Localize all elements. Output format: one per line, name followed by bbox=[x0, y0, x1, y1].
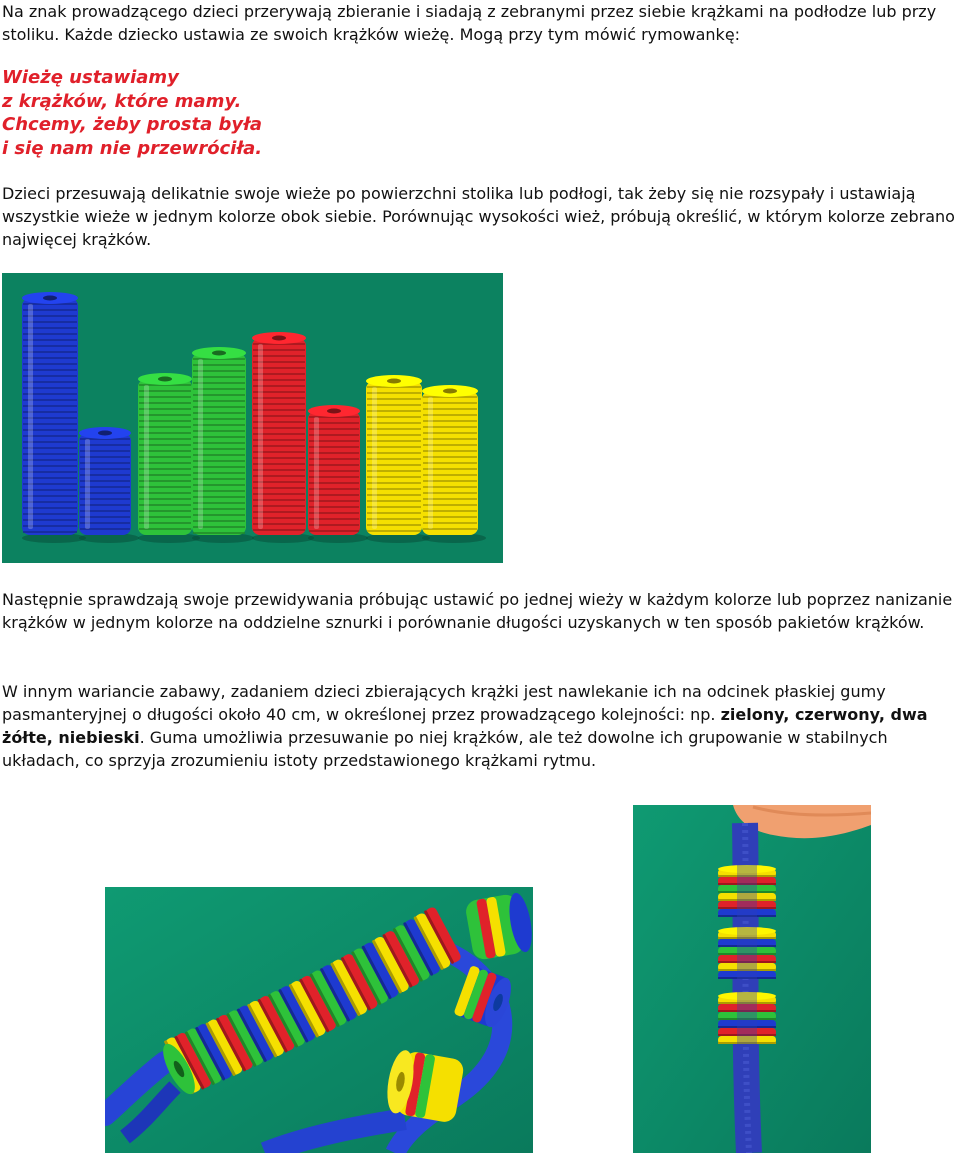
disc-tower bbox=[366, 375, 430, 543]
disc-tower bbox=[308, 405, 368, 543]
band-discs-illustration bbox=[105, 887, 533, 1153]
disc-towers-photo bbox=[2, 273, 503, 563]
rhyme-line: Wieżę ustawiamy bbox=[2, 67, 179, 88]
disc-tower bbox=[422, 385, 486, 543]
intro-paragraph: Na znak prowadzącego dzieci przerywają zbieranie i siadają z zebranymi przez siebie krążkami na podłodze lub przy stoliku. Każde dziecko ustawia ze swoich krążków wieżę. Mogą przy tym mówić rymowankę: bbox=[2, 2, 937, 44]
hanging-stack bbox=[718, 865, 776, 917]
rhyme-line: z krążków, które mamy. bbox=[2, 90, 242, 112]
hanging-stack bbox=[718, 992, 776, 1044]
variant-paragraph bbox=[2, 680, 957, 772]
disc-tower bbox=[79, 427, 139, 543]
hanging-stack bbox=[718, 927, 776, 979]
rhyme bbox=[2, 66, 262, 160]
disc-tower bbox=[252, 332, 314, 543]
rhyme-line: i się nam nie przewróciła. bbox=[2, 137, 263, 159]
band-discs-photo bbox=[105, 887, 533, 1153]
disc-tower bbox=[138, 373, 200, 543]
rhyme-line: Chcemy, żeby prosta była bbox=[2, 114, 263, 135]
disc-towers-illustration bbox=[2, 273, 503, 563]
disc-tower bbox=[22, 292, 86, 543]
variant-text-end: . Guma umożliwia przesuwanie po niej krążków, ale też dowolne ich grupowanie w stabilnych układach, co sprzyja zrozumieniu istoty przedstawionego krążkami rytmu. bbox=[2, 728, 888, 770]
disc-tower bbox=[192, 347, 254, 543]
hanging-band-photo bbox=[633, 805, 871, 1153]
color-sequence: zielony, czerwony, dwa żółte, niebieski bbox=[2, 705, 928, 747]
hanging-band-illustration bbox=[633, 805, 871, 1153]
description-paragraph: Dzieci przesuwają delikatnie swoje wieże po powierzchni stolika lub podłogi, tak żeby się nie rozsypały i ustawiają wszystkie wieże w jednym kolorze obok siebie. Porównując wysokości wież, próbują określić, w którym kolorze zebrano najwięcej krążków. bbox=[2, 184, 955, 249]
verification-paragraph: Następnie sprawdzają swoje przewidywania próbując ustawić po jednej wieży w każdym kolorze lub poprzez nanizanie krążków w jednym kolorze na oddzielne sznurki i porównanie długości uzyskanych w ten sposób pakietów krążków. bbox=[2, 590, 953, 632]
variant-text: W innym wariancie zabawy, zadaniem dzieci zbierających krążki jest nawlekanie ich na odcinek płaskiej gumy pasmanteryjnej o długości około 40 cm, w określonej przez prowadzącego kolejności: np. bbox=[2, 682, 886, 724]
